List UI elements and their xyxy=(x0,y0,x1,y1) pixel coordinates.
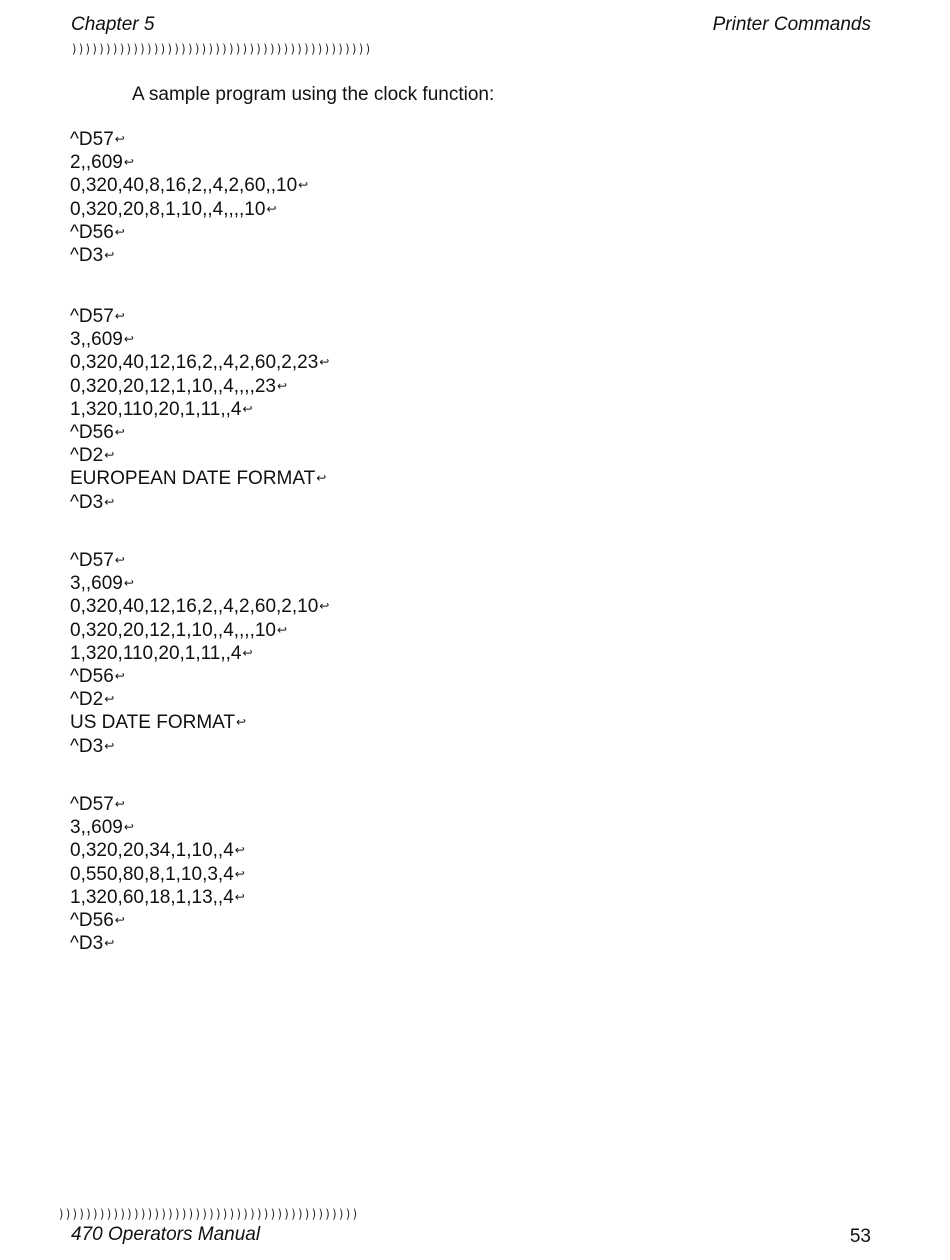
return-icon: ↩ xyxy=(298,178,309,193)
code-line xyxy=(70,128,308,151)
code-line xyxy=(70,421,329,444)
code-line xyxy=(70,398,329,421)
code-text: EUROPEAN DATE FORMAT xyxy=(70,468,316,490)
code-text: 0,320,20,12,1,10,,4,,,,10 xyxy=(70,619,277,641)
code-text: ^D56 xyxy=(70,910,114,932)
return-icon: ↩ xyxy=(277,378,288,393)
code-text: 3,,609 xyxy=(70,573,123,595)
return-icon: ↩ xyxy=(277,622,288,637)
code-line xyxy=(70,305,329,328)
return-icon: ↩ xyxy=(123,332,134,347)
code-text: 0,320,40,12,16,2,,4,2,60,2,10 xyxy=(70,596,319,618)
code-line xyxy=(70,491,329,514)
code-text: ^D3 xyxy=(70,735,104,757)
code-line xyxy=(70,711,329,734)
return-icon: ↩ xyxy=(123,155,134,170)
code-text: ^D57 xyxy=(70,306,114,327)
intro-text: A sample program using the clock function: xyxy=(132,84,495,105)
code-text: 0,550,80,8,1,10,3,4 xyxy=(70,863,234,885)
return-icon: ↩ xyxy=(123,820,134,835)
return-icon: ↩ xyxy=(316,471,327,486)
return-icon: ↩ xyxy=(234,866,245,881)
return-icon: ↩ xyxy=(114,224,125,239)
code-text: 0,320,40,8,16,2,,4,2,60,,10 xyxy=(70,175,298,197)
code-text: 0,320,20,34,1,10,,4 xyxy=(70,840,234,862)
program-block-1 xyxy=(70,128,308,267)
return-icon: ↩ xyxy=(319,355,330,370)
return-icon: ↩ xyxy=(234,843,245,858)
code-text: US DATE FORMAT xyxy=(70,712,236,734)
page-number: 53 xyxy=(849,1226,871,1247)
code-line xyxy=(70,665,329,688)
code-line xyxy=(70,816,245,839)
code-text: 1,320,110,20,1,11,,4 xyxy=(70,642,242,664)
code-text: ^D3 xyxy=(70,933,104,955)
code-line xyxy=(70,198,308,221)
code-line xyxy=(70,688,329,711)
code-text: 0,320,20,8,1,10,,4,,,,10 xyxy=(70,198,266,220)
return-icon: ↩ xyxy=(242,645,253,660)
code-text: ^D56 xyxy=(70,666,114,688)
program-block-3 xyxy=(70,549,329,758)
return-icon: ↩ xyxy=(104,936,115,951)
code-text: 1,320,60,18,1,13,,4 xyxy=(70,886,234,908)
code-text: ^D3 xyxy=(70,491,104,513)
code-text: 1,320,110,20,1,11,,4 xyxy=(70,398,242,420)
code-line xyxy=(70,549,329,572)
program-block-2 xyxy=(70,305,329,514)
section-title: Printer Commands xyxy=(712,14,871,35)
return-icon: ↩ xyxy=(114,669,125,684)
code-text: ^D57 xyxy=(70,550,114,571)
return-icon: ↩ xyxy=(114,309,125,323)
code-text: 0,320,40,12,16,2,,4,2,60,2,23 xyxy=(70,352,319,374)
return-icon: ↩ xyxy=(114,797,125,811)
code-line xyxy=(70,244,308,267)
return-icon: ↩ xyxy=(114,132,125,146)
code-line xyxy=(70,619,329,642)
program-block-4 xyxy=(70,793,245,955)
return-icon: ↩ xyxy=(104,494,115,509)
header-rule: )))))))))))))))))))))))))))))))))))))))))))) xyxy=(71,42,372,56)
code-line xyxy=(70,221,308,244)
manual-title: 470 Operators Manual xyxy=(71,1224,261,1245)
code-text: ^D57 xyxy=(70,129,114,150)
return-icon: ↩ xyxy=(242,401,253,416)
code-text: ^D3 xyxy=(70,245,104,267)
code-text: ^D56 xyxy=(70,221,114,243)
return-icon: ↩ xyxy=(234,889,245,904)
code-line xyxy=(70,932,245,955)
page-footer xyxy=(71,1222,871,1252)
code-line xyxy=(70,467,329,490)
return-icon: ↩ xyxy=(104,692,115,707)
return-icon: ↩ xyxy=(114,553,125,567)
code-line xyxy=(70,793,245,816)
footer-rule: )))))))))))))))))))))))))))))))))))))))))))) xyxy=(58,1207,359,1221)
code-line xyxy=(70,863,245,886)
page-header xyxy=(71,12,871,42)
code-line xyxy=(70,595,329,618)
return-icon: ↩ xyxy=(104,738,115,753)
code-text: 2,,609 xyxy=(70,152,123,174)
code-text: ^D57 xyxy=(70,794,114,815)
chapter-label: Chapter 5 xyxy=(71,14,155,35)
return-icon: ↩ xyxy=(123,576,134,591)
code-line xyxy=(70,375,329,398)
code-line xyxy=(70,151,308,174)
code-line xyxy=(70,839,245,862)
return-icon: ↩ xyxy=(266,201,277,216)
code-text: ^D2 xyxy=(70,689,104,711)
return-icon: ↩ xyxy=(114,913,125,928)
code-text: 3,,609 xyxy=(70,817,123,839)
code-line xyxy=(70,735,329,758)
code-line xyxy=(70,328,329,351)
code-text: ^D2 xyxy=(70,445,104,467)
code-line xyxy=(70,886,245,909)
code-text: ^D56 xyxy=(70,422,114,444)
code-text: 0,320,20,12,1,10,,4,,,,23 xyxy=(70,375,277,397)
code-line xyxy=(70,642,329,665)
return-icon: ↩ xyxy=(319,599,330,614)
return-icon: ↩ xyxy=(104,448,115,463)
code-text: 3,,609 xyxy=(70,329,123,351)
code-line xyxy=(70,909,245,932)
return-icon: ↩ xyxy=(114,425,125,440)
code-line xyxy=(70,351,329,374)
code-line xyxy=(70,174,308,197)
return-icon: ↩ xyxy=(236,715,247,730)
code-line xyxy=(70,572,329,595)
code-line xyxy=(70,444,329,467)
return-icon: ↩ xyxy=(104,248,115,263)
